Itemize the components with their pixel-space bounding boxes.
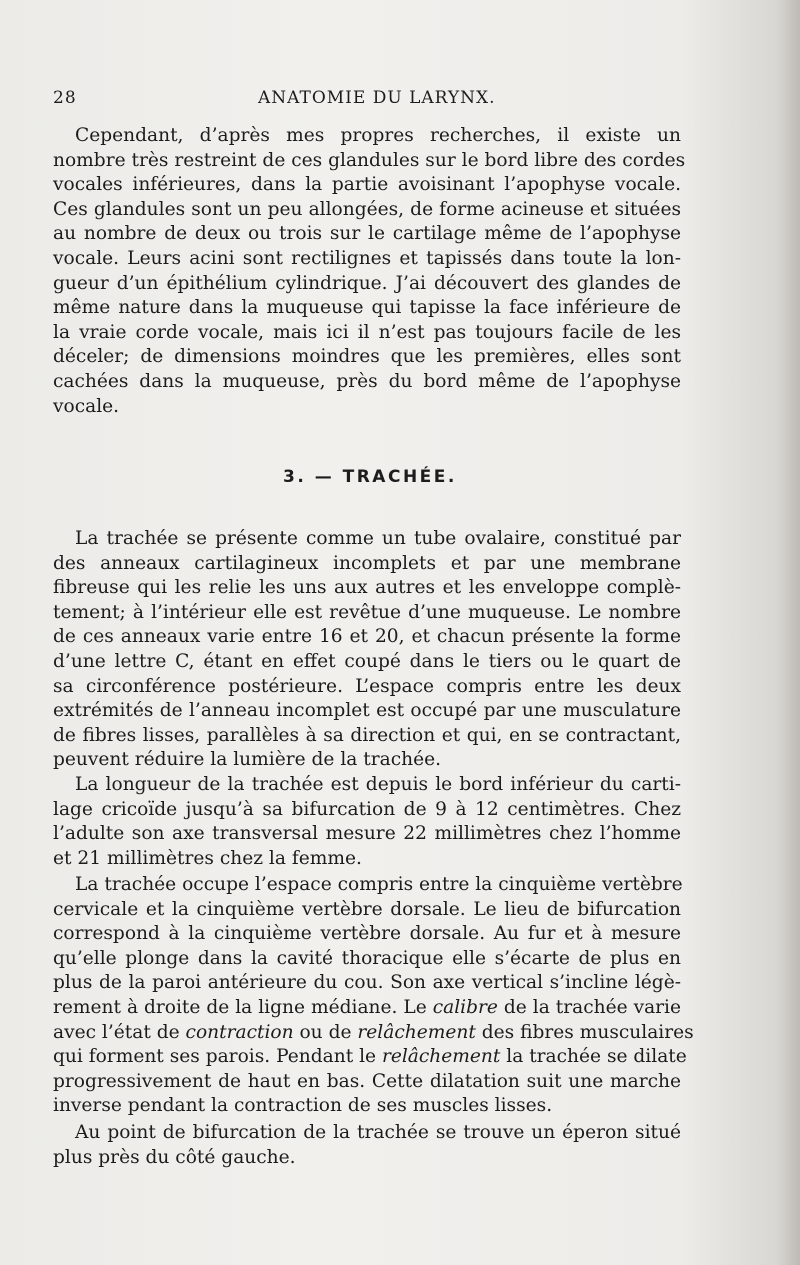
text-line [53, 1045, 687, 1070]
text-line [53, 996, 681, 1021]
text-line: progressivement de haut en bas. Cette dilatation suit une marche [53, 1070, 681, 1092]
text-line: vocale. [53, 395, 120, 417]
text-line: vocales inférieures, dans la partie avoisinant l’apophyse vocale. [53, 174, 681, 196]
italic-term: calibre [432, 996, 498, 1018]
text-segment: la trachée se dilate [500, 1046, 687, 1068]
text-line: Cependant, d’après mes propres recherches, il existe un [75, 125, 681, 146]
text-line: plus de la paroi antérieure du cou. Son axe vertical s’incline légè- [53, 972, 681, 994]
text-segment: qui forment ses parois. Pendant le [53, 1046, 382, 1068]
text-line: nombre très restreint de ces glandules sur le bord libre des cordes [53, 149, 686, 171]
text-line: fibreuse qui les relie les uns aux autres et les enveloppe complè- [53, 577, 681, 599]
italic-term: contraction [185, 1021, 294, 1043]
text-line: plus près du côté gauche. [53, 1146, 296, 1168]
text-line: cachées dans la muqueuse, près du bord même de l’apophyse [53, 370, 681, 392]
text-line: et 21 millimètres chez la femme. [53, 847, 362, 869]
text-segment: ou de [293, 1021, 358, 1043]
text-line: qu’elle plonge dans la cavité thoracique elle s’écarte de plus en [53, 947, 681, 969]
text-line [53, 1021, 694, 1046]
text-line: d’une lettre C, étant en effet coupé dans le tiers ou le quart de [53, 650, 681, 672]
text-line: des anneaux cartilagineux incomplets et par une membrane [53, 552, 681, 574]
paragraph-glandules [53, 124, 686, 419]
text-line: de fibres lisses, parallèles à sa direction et qui, en se contractant, [53, 724, 681, 746]
text-line: la vraie corde vocale, mais ici il n’est pas toujours facile de les [53, 321, 681, 343]
text-line: au nombre de deux ou trois sur le cartilage même de l’apophyse [53, 223, 681, 245]
paragraph-trachea-length [53, 773, 681, 871]
text-line: sa circonférence postérieure. L’espace compris entre les deux [53, 675, 681, 697]
text-segment: de la trachée varie [497, 996, 681, 1018]
text-line: La longueur de la trachée est depuis le bord inférieur du carti- [75, 774, 681, 795]
text-line: gueur d’un épithélium cylindrique. J’ai découvert des glandes de [53, 272, 681, 294]
text-line: lage cricoïde jusqu’à sa bifurcation de 9 à 12 centimètres. Chez [53, 798, 681, 820]
text-line: extrémités de l’anneau incomplet est occupé par une musculature [53, 700, 681, 722]
text-line: La trachée occupe l’espace compris entre la cinquième vertèbre [75, 874, 683, 895]
text-line: peuvent réduire la lumière de la trachée. [53, 749, 442, 771]
text-line: de ces anneaux varie entre 16 et 20, et chacun présente la forme [53, 626, 681, 648]
running-title: ANATOMIE DU LARYNX. [258, 88, 496, 108]
text-line: l’adulte son axe transversal mesure 22 millimètres chez l’homme [53, 823, 681, 845]
text-line: Ces glandules sont un peu allongées, de forme acineuse et situées [53, 198, 681, 220]
text-line: même nature dans la muqueuse qui tapisse la face inférieure de [53, 297, 681, 319]
text-segment: rement à droite de la ligne médiane. Le [53, 996, 433, 1018]
text-line: Au point de bifurcation de la trachée se trouve un éperon situé [75, 1122, 681, 1143]
text-line: cervicale et la cinquième vertèbre dorsale. Le lieu de bifurcation [53, 898, 681, 920]
paragraph-trachea-position [53, 873, 694, 1119]
text-line: tement; à l’intérieur elle est revêtue d’une muqueuse. Le nombre [53, 601, 681, 623]
text-line: vocale. Leurs acini sont rectilignes et tapissés dans toute la lon- [53, 247, 681, 269]
text-segment: avec l’état de [53, 1021, 186, 1043]
italic-term: relâchement [357, 1021, 476, 1043]
italic-term: relâchement [381, 1046, 501, 1068]
page-header [53, 88, 681, 114]
text-segment: des fibres musculaires [475, 1021, 694, 1043]
text-line: La trachée se présente comme un tube ovalaire, constitué par [75, 528, 681, 549]
text-line: correspond à la cinquième vertèbre dorsale. Au fur et à mesure [53, 923, 681, 945]
page-number: 28 [53, 88, 77, 108]
section-title: 3. — TRACHÉE. [283, 467, 457, 487]
text-line: inverse pendant la contraction de ses muscles lisses. [53, 1095, 553, 1117]
paragraph-trachea-structure [53, 527, 681, 773]
text-line: déceler; de dimensions moindres que les premières, elles sont [53, 346, 681, 368]
paragraph-bifurcation [53, 1121, 681, 1170]
